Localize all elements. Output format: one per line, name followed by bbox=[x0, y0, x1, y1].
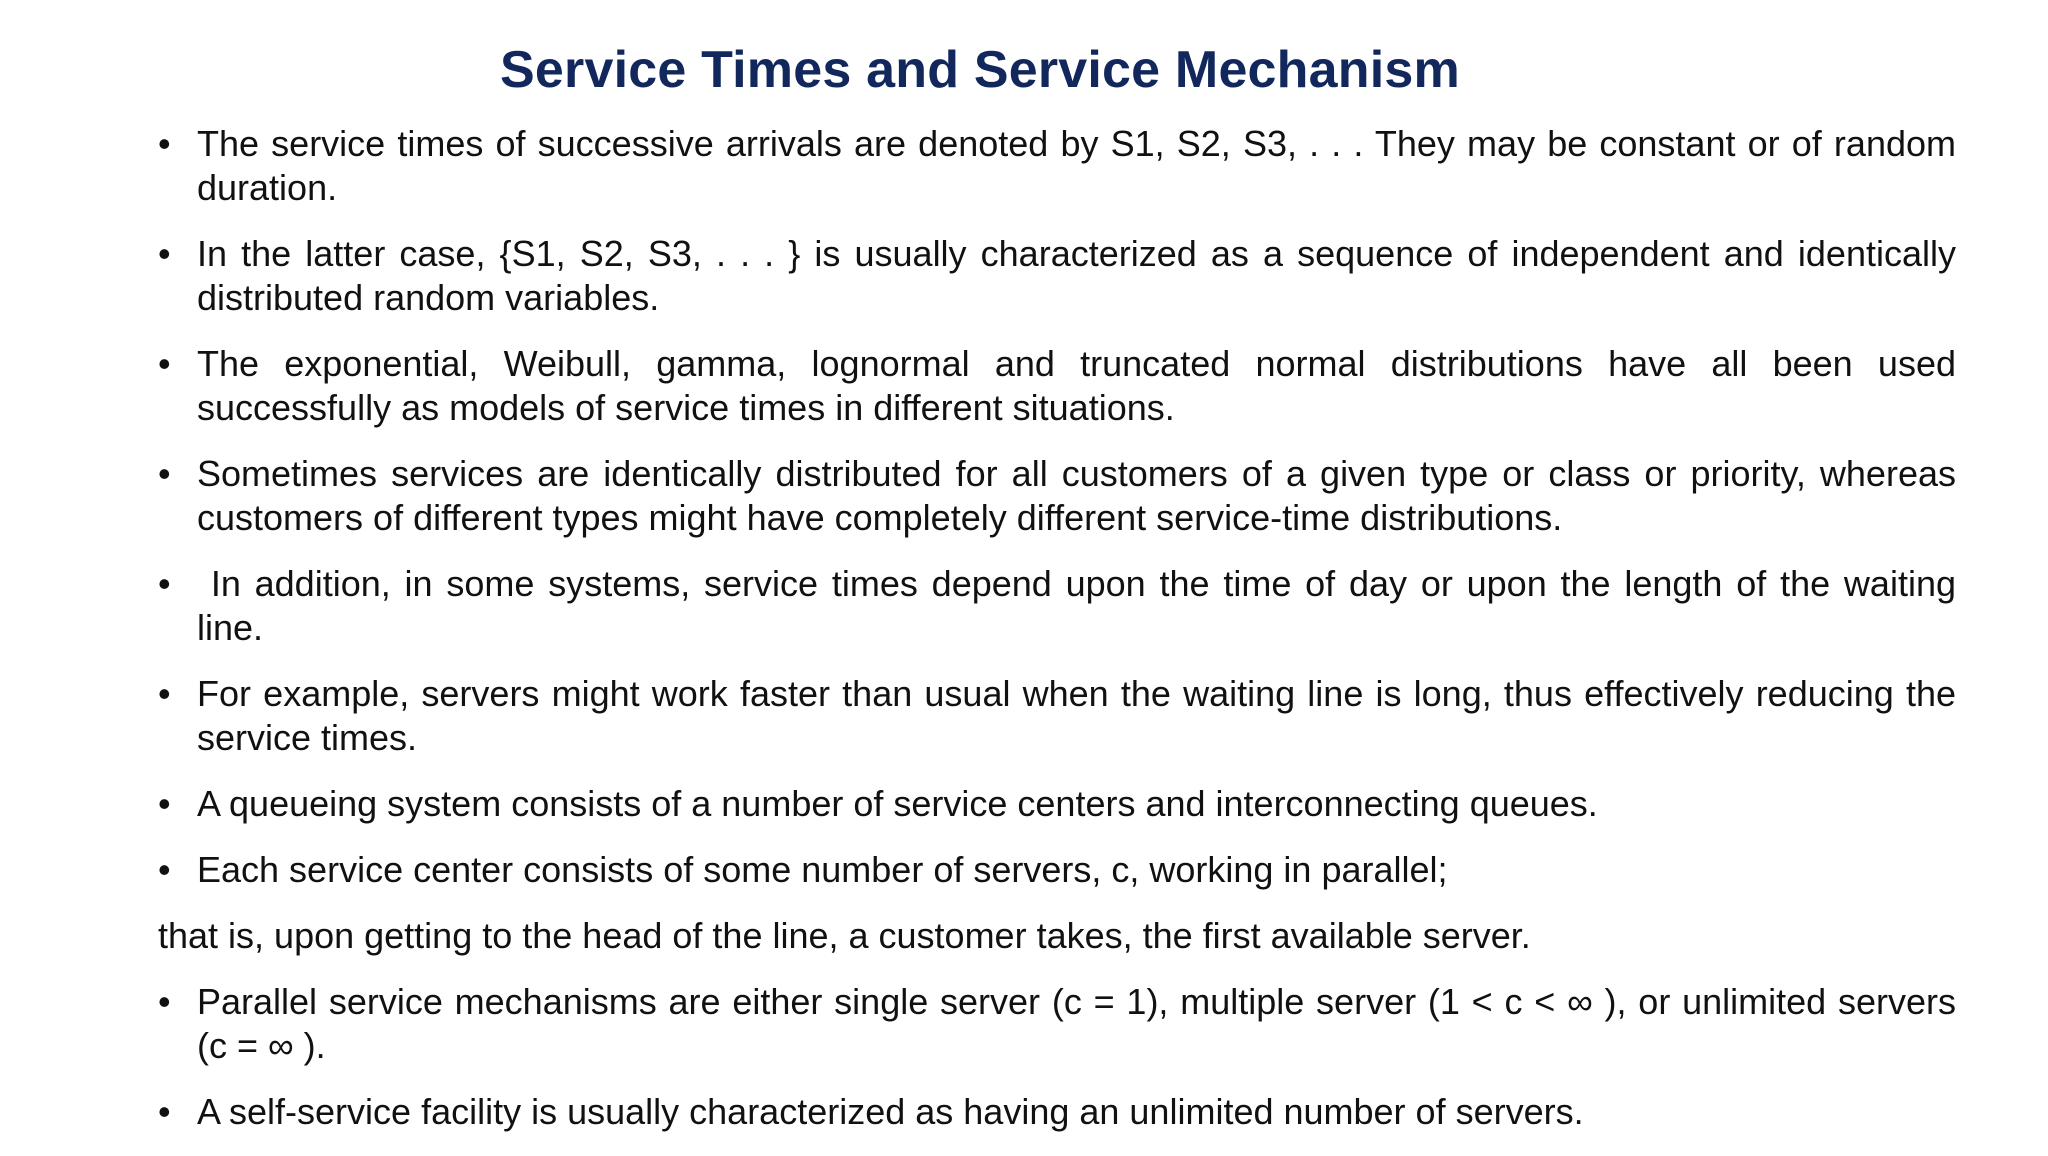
slide-body bbox=[158, 122, 1967, 1156]
bullet-item bbox=[158, 848, 1956, 892]
bullet-item bbox=[158, 782, 1956, 826]
bullet-text: Parallel service mechanisms are either single server (c = 1), multiple server (1 < c < ∞ ), or unlimited servers (c = ∞ ). bbox=[197, 981, 1956, 1066]
bullet-icon: • bbox=[158, 783, 171, 824]
bullet-text: For example, servers might work faster than usual when the waiting line is long, thus effectively reducing the service times. bbox=[197, 673, 1956, 758]
slide-title: Service Times and Service Mechanism bbox=[500, 41, 1460, 99]
bullet-icon: • bbox=[158, 673, 171, 714]
bullet-icon: • bbox=[158, 849, 171, 890]
bullet-text: Sometimes services are identically distributed for all customers of a given type or class or priority, whereas customers of different types might have completely different service-time distributions. bbox=[197, 453, 1956, 538]
bullet-item bbox=[158, 122, 1956, 210]
bullet-item bbox=[158, 980, 1956, 1068]
bullet-icon: • bbox=[158, 453, 171, 494]
bullet-icon: • bbox=[158, 123, 171, 164]
bullet-text: In addition, in some systems, service times depend upon the time of day or upon the length of the waiting line. bbox=[197, 563, 1967, 648]
bullet-text: A queueing system consists of a number of service centers and interconnecting queues. bbox=[197, 783, 1598, 824]
bullet-text: Each service center consists of some number of servers, c, working in parallel; bbox=[197, 849, 1448, 890]
bullet-icon: • bbox=[158, 233, 171, 274]
bullet-item bbox=[158, 1090, 1956, 1134]
bullet-text: A self-service facility is usually characterized as having an unlimited number of servers. bbox=[197, 1091, 1584, 1132]
bullet-text: The exponential, Weibull, gamma, lognormal and truncated normal distributions have all been used successfully as models of service times in different situations. bbox=[197, 343, 1956, 428]
bullet-item bbox=[158, 672, 1956, 760]
bullet-item bbox=[158, 452, 1956, 540]
bullet-item bbox=[158, 342, 1956, 430]
bullet-item bbox=[158, 232, 1956, 320]
bullet-text: The service times of successive arrivals are denoted by S1, S2, S3, . . . They may be constant or of random duration. bbox=[197, 123, 1956, 208]
bullet-text: In the latter case, {S1, S2, S3, . . . } is usually characterized as a sequence of independent and identically distributed random variables. bbox=[197, 233, 1956, 318]
bullet-icon: • bbox=[158, 563, 171, 604]
bullet-icon: • bbox=[158, 981, 171, 1022]
plain-paragraph: that is, upon getting to the head of the line, a customer takes, the first available server. bbox=[158, 915, 1531, 956]
bullet-item bbox=[158, 562, 1967, 650]
bullet-icon: • bbox=[158, 1091, 171, 1132]
bullet-icon: • bbox=[158, 343, 171, 384]
